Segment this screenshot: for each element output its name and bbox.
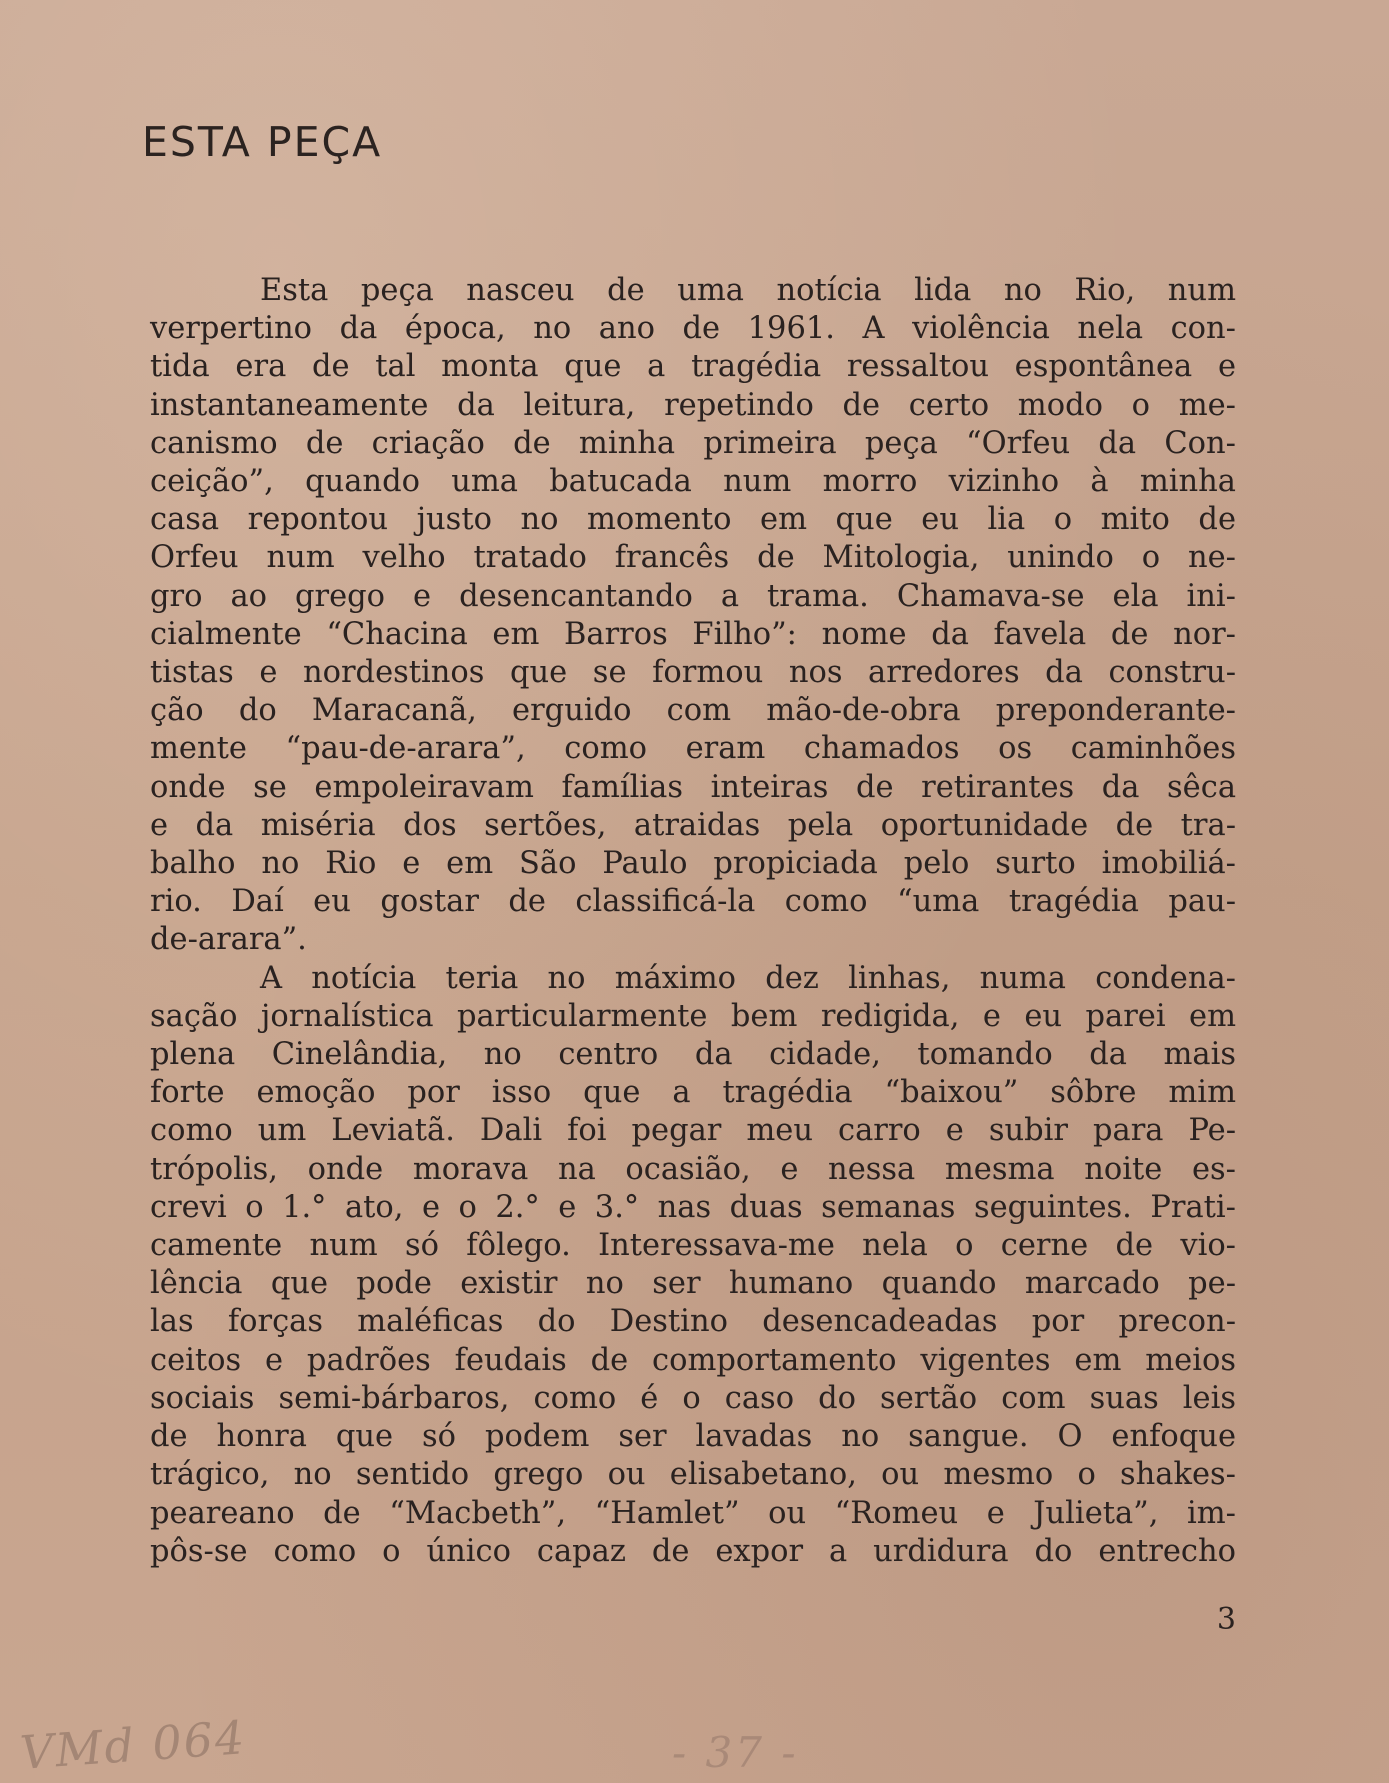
text-line: ceição”, quando uma batucada num morro vizinho à minha <box>150 464 1236 500</box>
body-text <box>150 272 1236 1571</box>
text-line: balho no Rio e em São Paulo propiciada pelo surto imobiliá- <box>150 846 1236 882</box>
text-line: onde se empoleiravam famílias inteiras de retirantes da sêca <box>150 769 1236 805</box>
text-line: casa repontou justo no momento em que eu lia o mito de <box>150 502 1236 538</box>
text-line: cialmente “Chacina em Barros Filho”: nome da favela de nor- <box>150 616 1236 652</box>
text-line: verpertino da época, no ano de 1961. A violência nela con- <box>150 311 1236 347</box>
text-line: lência que pode existir no ser humano quando marcado pe- <box>150 1266 1236 1302</box>
text-line: instantaneamente da leitura, repetindo de certo modo o me- <box>150 387 1236 423</box>
text-line: ceitos e padrões feudais de comportamento vigentes em meios <box>150 1342 1236 1378</box>
text-line: de honra que só podem ser lavadas no sangue. O enfoque <box>150 1419 1236 1455</box>
text-line: tistas e nordestinos que se formou nos arredores da constru- <box>150 655 1236 691</box>
text-line: sociais semi-bárbaros, como é o caso do sertão com suas leis <box>150 1380 1236 1416</box>
text-line: de-arara”. <box>150 922 307 958</box>
text-line: trópolis, onde morava na ocasião, e nessa mesma noite es- <box>150 1151 1236 1187</box>
text-line: ção do Maracanã, erguido com mão-de-obra preponderante- <box>150 693 1236 729</box>
handwritten-archive-mark: VMd 064 <box>18 1710 248 1780</box>
text-line: rio. Daí eu gostar de classificá-la como “uma tragédia pau- <box>150 884 1236 920</box>
text-line: crevi o 1.° ato, e o 2.° e 3.° nas duas semanas seguintes. Prati- <box>150 1189 1236 1225</box>
text-line: gro ao grego e desencantando a trama. Chamava-se ela ini- <box>150 578 1236 614</box>
text-line: mente “pau-de-arara”, como eram chamados os caminhões <box>150 731 1236 767</box>
text-line: pôs-se como o único capaz de expor a urdidura do entrecho <box>150 1533 1236 1569</box>
text-line: sação jornalística particularmente bem redigida, e eu parei em <box>150 998 1236 1034</box>
text-line: plena Cinelândia, no centro da cidade, tomando da mais <box>150 1037 1236 1073</box>
text-line: A notícia teria no máximo dez linhas, numa condena- <box>260 960 1236 996</box>
page-heading: ESTA PEÇA <box>142 118 383 166</box>
text-line: tida era de tal monta que a tragédia ressaltou espontânea e <box>150 349 1236 385</box>
text-line: canismo de criação de minha primeira peça “Orfeu da Con- <box>150 425 1236 461</box>
text-line: Esta peça nasceu de uma notícia lida no Rio, num <box>260 273 1236 308</box>
text-line: camente num só fôlego. Interessava-me nela o cerne de vio- <box>150 1228 1236 1264</box>
text-line: forte emoção por isso que a tragédia “baixou” sôbre mim <box>150 1075 1236 1111</box>
text-line: peareano de “Macbeth”, “Hamlet” ou “Romeu e Julieta”, im- <box>150 1495 1236 1531</box>
text-line: trágico, no sentido grego ou elisabetano, ou mesmo o shakes- <box>150 1457 1236 1493</box>
text-line: e da miséria dos sertões, atraidas pela oportunidade de tra- <box>150 807 1236 843</box>
handwritten-page-number: - 37 - <box>672 1728 799 1777</box>
text-line: las forças maléficas do Destino desencadeadas por precon- <box>150 1304 1236 1340</box>
text-line: Orfeu num velho tratado francês de Mitologia, unindo o ne- <box>150 540 1236 576</box>
text-line: como um Leviatã. Dali foi pegar meu carro e subir para Pe- <box>150 1113 1236 1149</box>
page-number: 3 <box>1216 1602 1236 1637</box>
